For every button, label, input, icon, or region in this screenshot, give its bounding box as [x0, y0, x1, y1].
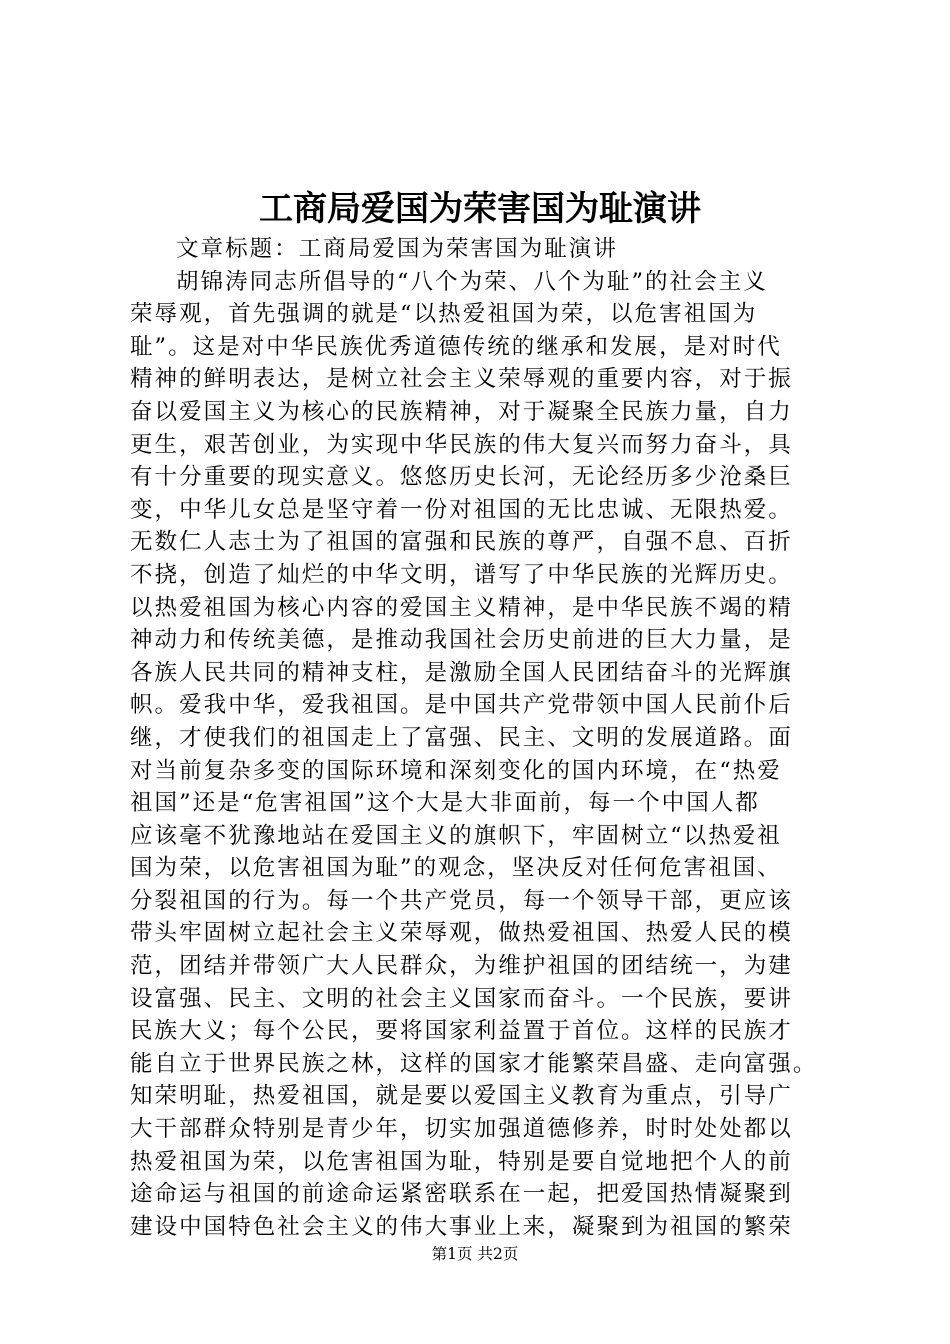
paragraph-line: 荣辱观，首先强调的就是“以热爱祖国为荣，以危害祖国为: [130, 301, 758, 328]
paragraph-line: 以热爱祖国为核心内容的爱国主义精神，是中华民族不竭的精: [130, 594, 793, 621]
paragraph-line: 不挠，创造了灿烂的中华文明，谱写了中华民族的光辉历史。: [130, 561, 793, 588]
paragraph-line: 分裂祖国的行为。每一个共产党员，每一个领导干部，更应该: [130, 887, 793, 914]
paragraph-line: 继，才使我们的祖国走上了富强、民主、文明的发展道路。面: [130, 724, 793, 751]
paragraph-line: 建设中国特色社会主义的伟大事业上来，凝聚到为祖国的繁荣: [130, 1213, 793, 1240]
paragraph-line: 无数仁人志士为了祖国的富强和民族的尊严，自强不息、百折: [130, 529, 793, 556]
paragraph-line: 胡锦涛同志所倡导的“八个为荣、八个为耻”的社会主义: [176, 268, 768, 295]
paragraph-line: 设富强、民主、文明的社会主义国家而奋斗。一个民族，要讲: [130, 985, 793, 1012]
paragraph-line: 民族大义；每个公民，要将国家利益置于首位。这样的民族才: [130, 1018, 793, 1045]
paragraph-line: 有十分重要的现实意义。悠悠历史长河，无论经历多少沧桑巨: [130, 464, 793, 491]
paragraph-line: 变，中华儿女总是坚守着一份对祖国的无比忠诚、无限热爱。: [130, 496, 793, 523]
paragraph-line: 热爱祖国为荣，以危害祖国为耻，特别是要自觉地把个人的前: [130, 1148, 793, 1175]
paragraph-line: 大干部群众特别是青少年，切实加强道德修养，时时处处都以: [130, 1116, 793, 1143]
paragraph-line: 带头牢固树立起社会主义荣辱观，做热爱祖国、热爱人民的模: [130, 920, 793, 947]
paragraph-line: 途命运与祖国的前途命运紧密联系在一起，把爱国热情凝聚到: [130, 1181, 793, 1208]
paragraph-line: 国为荣，以危害祖国为耻”的观念，坚决反对任何危害祖国、: [130, 855, 782, 882]
paragraph-line: 对当前复杂多变的国际环境和深刻变化的国内环境，在“热爱: [130, 757, 782, 784]
paragraph-line: 精神的鲜明表达，是树立社会主义荣辱观的重要内容，对于振: [130, 366, 793, 393]
page-number-footer: 第1页 共2页: [431, 1245, 519, 1263]
paragraph-line: 能自立于世界民族之林，这样的国家才能繁荣昌盛、走向富强。: [130, 1050, 818, 1077]
paragraph-line: 帜。爱我中华，爱我祖国。是中国共产党带领中国人民前仆后: [130, 692, 793, 719]
paragraph-line: 应该毫不犹豫地站在爱国主义的旗帜下，牢固树立“以热爱祖: [130, 822, 782, 849]
document-body: [130, 233, 870, 1243]
paragraph-line: 神动力和传统美德，是推动我国社会历史前进的巨大力量，是: [130, 627, 793, 654]
paragraph-line: 知荣明耻，热爱祖国，就是要以爱国主义教育为重点，引导广: [130, 1083, 793, 1110]
paragraph-line: 范，团结并带领广大人民群众，为维护祖国的团结统一，为建: [130, 953, 793, 980]
paragraph-line: 奋以爱国主义为核心的民族精神，对于凝聚全民族力量，自力: [130, 398, 793, 425]
paragraph-line: 更生，艰苦创业，为实现中华民族的伟大复兴而努力奋斗，具: [130, 431, 793, 458]
document-title: 工商局爱国为荣害国为耻演讲: [259, 189, 701, 229]
paragraph-line: 耻”。这是对中华民族优秀道德传统的继承和发展，是对时代: [130, 333, 782, 360]
paragraph-line: 祖国”还是“危害祖国”这个大是大非面前，每一个中国人都: [130, 790, 760, 817]
paragraph-line: 各族人民共同的精神支柱，是激励全国人民团结奋斗的光辉旗: [130, 659, 793, 686]
article-title-line: 文章标题：工商局爱国为荣害国为耻演讲: [176, 236, 618, 262]
